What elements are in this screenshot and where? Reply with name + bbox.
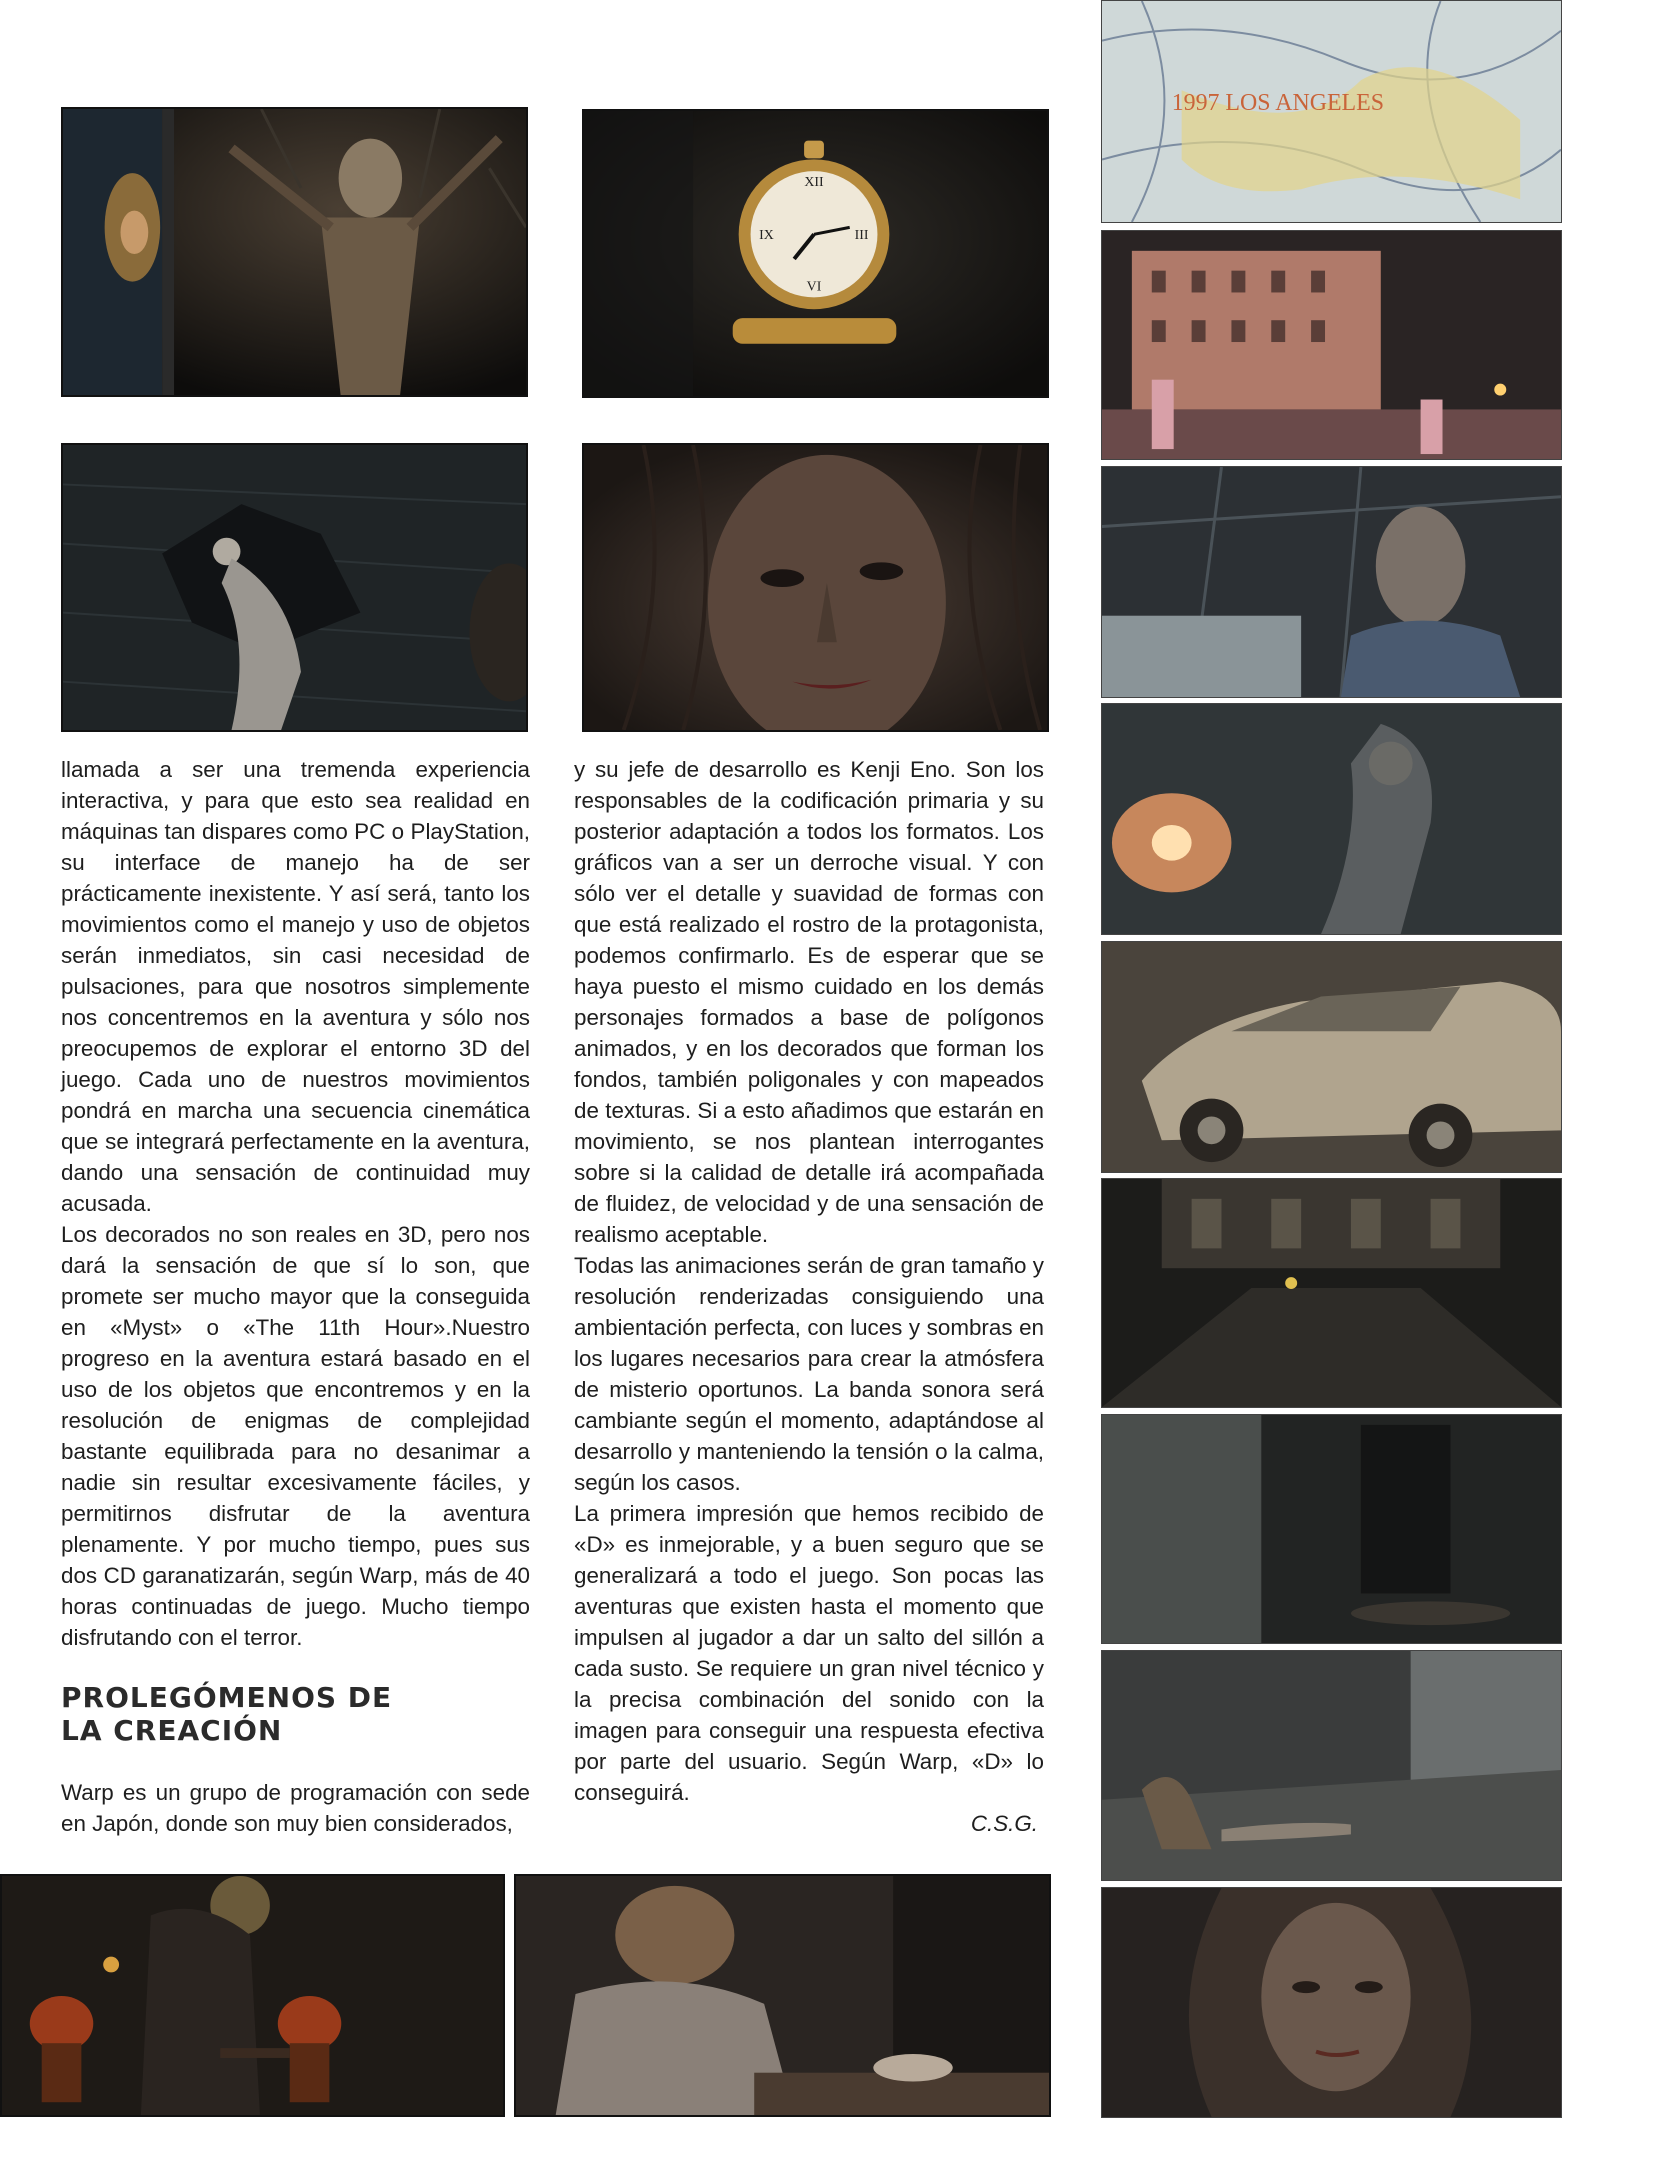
strip-frame-building	[1101, 230, 1562, 460]
author-signature: C.S.G.	[970, 1811, 1038, 1836]
strip-frame-night-street	[1101, 1178, 1562, 1408]
strip-frame-shadow-figure	[1101, 703, 1562, 935]
strip-frame-map	[1101, 0, 1562, 223]
strip-frame-woman-portrait	[1101, 1887, 1562, 2118]
screenshot-lounge	[0, 1874, 505, 2117]
screenshot-table-character	[514, 1874, 1051, 2117]
svg-text:III: III	[854, 227, 869, 243]
strip-frame-dark-room	[1101, 1414, 1562, 1644]
right-paragraph-3: La primera impresión que hemos recibido de «D» es inmejorable, y a buen seguro que se generalizará a todo el juego. Son pocas las aventuras que existen hasta el momento que impulsen al jugador a dar un salto del sillón a cada susto. Se requiere un gran nivel técnico y la precisa combinación del sonido con la imagen para conseguir una respuesta efectiva por parte del usuario. Según Warp, «D» lo conseguirá.	[574, 1501, 1044, 1805]
screenshot-woman-figure	[61, 107, 528, 397]
left-paragraph-1: llamada a ser una tremenda experiencia interactiva, y para que esto sea realidad en máquinas tan dispares como PC o PlayStation, su interface de manejo ha de ser prácticamente inexistente. Y así será, tanto los movimientos como el manejo y uso de objetos serán inmediatos, sin casi necesidad de pulsaciones, para que nosotros simplemente nos concentremos en la aventura y sólo nos preocupemos de explorar el entorno 3D del juego. Cada uno de nuestros movimientos pondrá en marcha una secuencia cinemática que se integrará perfectamente en la aventura, dando una sensación de continuidad muy acusada.	[61, 757, 530, 1216]
strip-caption: 1997 LOS ANGELES	[1171, 90, 1385, 116]
strip-frame-lying-body	[1101, 1650, 1562, 1881]
section-heading-line-1: PROLEGÓMENOS DE	[61, 1681, 393, 1714]
svg-text:XII: XII	[804, 173, 824, 189]
right-paragraph-2: Todas las animaciones serán de gran tamaño y resolución renderizadas consiguiendo una ambientación perfecta, con luces y sombras en los lugares necesarios para crear la atmósfera de misterio oportunos. La banda sonora será cambiante según el momento, adaptándose al desarrollo y manteniendo la tensión o la calma, según los casos.	[574, 1253, 1044, 1495]
svg-text:IX: IX	[759, 227, 774, 243]
right-paragraph-1: y su jefe de desarrollo es Kenji Eno. Son los responsables de la codificación primaria y su posterior adaptación a todos los formatos. Los gráficos van a ser un derroche visual. Y con sólo ver el detalle y suavidad de formas con que está realizado el rostro de la protagonista, podemos confirmarlo. Es de esperar que se haya puesto el mismo cuidado en los demás personajes formados a base de polígonos animados, y en los decorados que forman los fondos, también poligonales y con mapeados de texturas. Si a esto añadimos que estarán en movimiento, se nos plantean interrogantes sobre si la calidad de detalle irá acompañada de fluidez, de velocidad y de una sensación de realismo aceptable.	[574, 757, 1044, 1247]
screenshot-woman-face	[582, 443, 1049, 732]
screenshot-hand-key	[61, 443, 528, 732]
strip-frame-corridor-face	[1101, 466, 1562, 698]
section-heading-line-2: LA CREACIÓN	[61, 1714, 283, 1747]
article-right-column	[574, 754, 1044, 1839]
left-paragraph-2: Los decorados no son reales en 3D, pero nos dará la sensación de que sí lo son, que promete ser mucho mayor que la conseguida en «Myst» o «The 11th Hour».Nuestro progreso en la aventura estará basado en el uso de los objetos que encontremos y en la resolución de enigmas de complejidad bastante equilibrada para no desanimar a nadie sin resultar excesivamente fáciles, y permitirnos disfrutar de la aventura plenamente. Y por mucho tiempo, pues sus dos CD garanatizarán, según Warp, más de 40 horas continuadas de juego. Mucho tiempo disfrutando con el terror.	[61, 1222, 530, 1650]
article-left-column	[61, 754, 530, 1839]
strip-frame-white-car	[1101, 941, 1562, 1173]
section-heading	[61, 1681, 530, 1747]
left-paragraph-3: Warp es un grupo de programación con sede en Japón, donde son muy bien considerados,	[61, 1780, 530, 1836]
svg-text:VI: VI	[806, 278, 822, 294]
screenshot-pocket-watch	[582, 109, 1049, 398]
